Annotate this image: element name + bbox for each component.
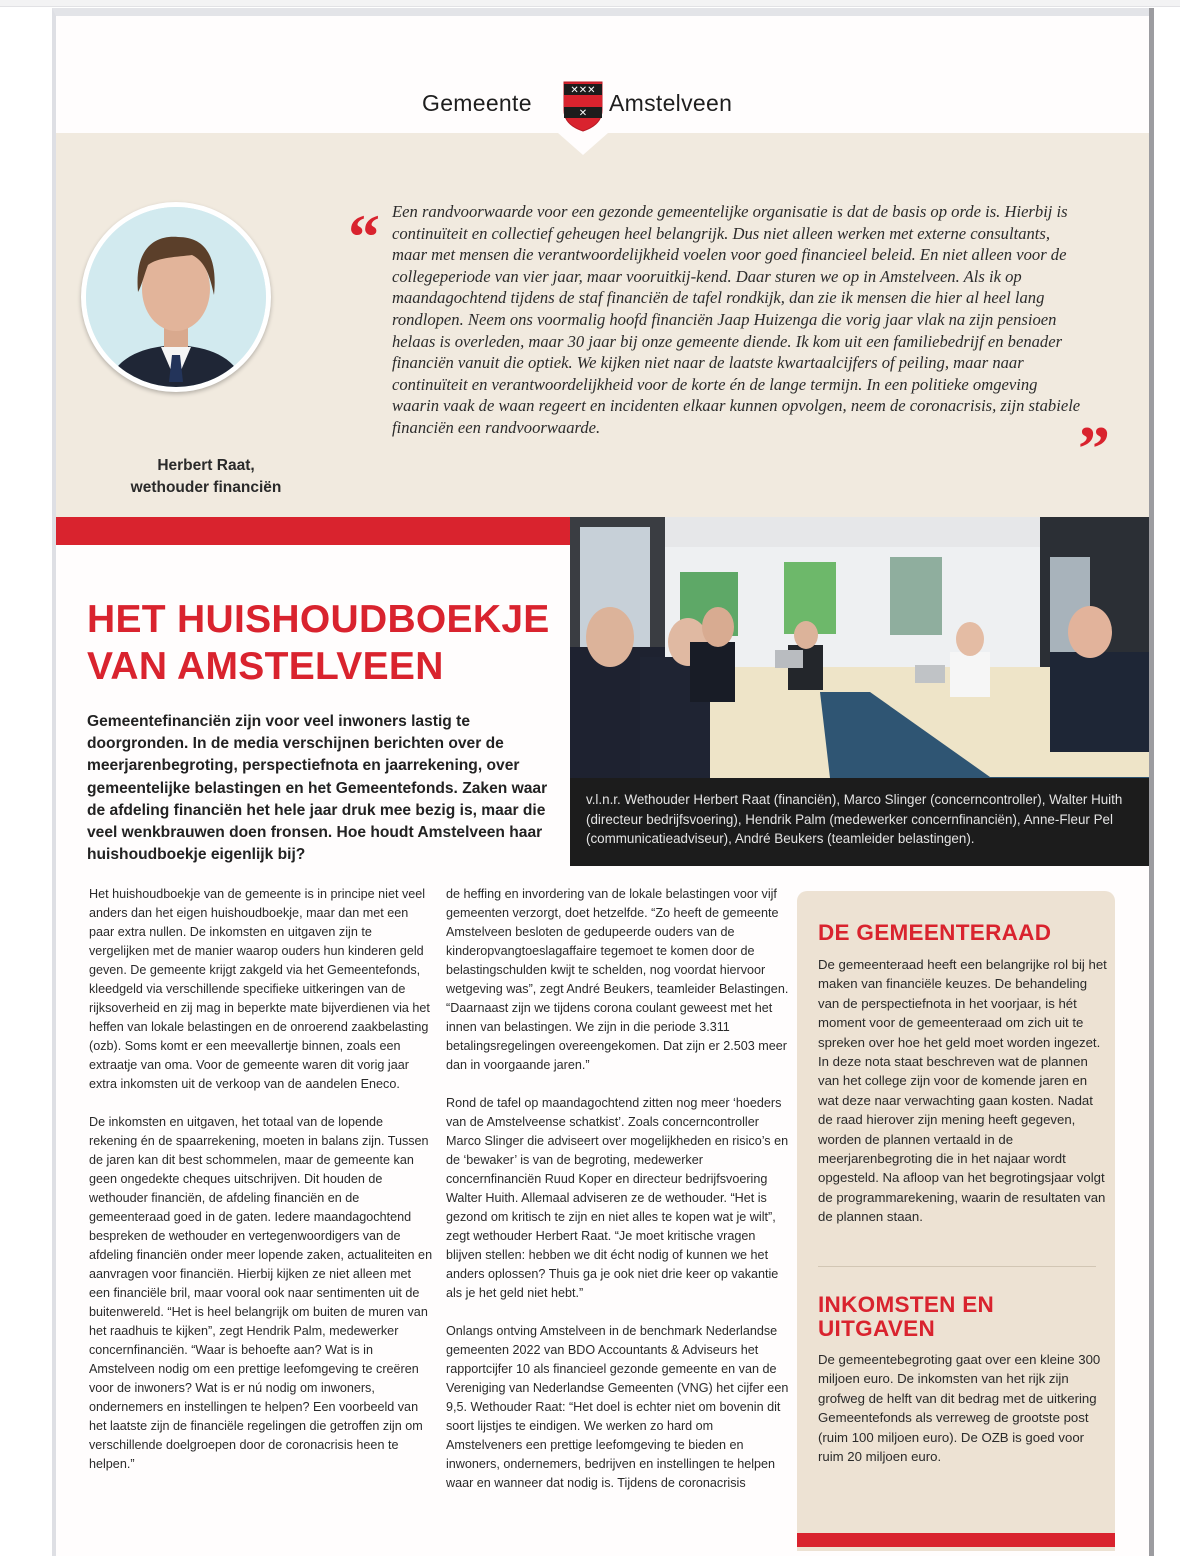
pull-quote-text: Een randvoorwaarde voor een gezonde gemeentelijke organisatie is dat de basis op orde is. Hierbij is continuïteit en collectief geheugen heel belangrijk. Dus niet alleen werken met externe consultants, maar met mensen die verantwoordelijkheid voelen voor goed financieel beleid. En niet alleen voor de collegeperiode van vier jaar, maar vooruitkij-kend. Daar sturen we op in Amstelveen. Als ik op maandagochtend tijdens de staf financiën de tafel rondkijk, dan zie ik mensen die hier al heel lang rondlopen. Neem ons voormalig hoofd financiën Jaap Huizenga die vorig jaar vlak na zijn pensioen helaas is overleden, maar 30 jaar bij onze gemeente diende. Ik kom uit een familiebedrijf en benader financiën vanuit die optiek. We kijken niet naar de laatste kwartaalcijfers of peiling, maar naar continuïteit en verantwoordelijkheid voor de korte én de lange termijn. In een politieke omgeving waarin vaak de waan regeert en incidenten elkaar kunnen opvolgen, neem de coronacrisis, zijn stabiele financiën een randvoorwaarde. bbox=[392, 202, 1081, 437]
body-column-2 bbox=[446, 885, 791, 1512]
body-paragraph: Rond de tafel op maandagochtend zitten nog meer ‘hoeders van de Amstelveense schatkist’. Zoals concerncontroller Marco Slinger die adviseert over mogelijkheden en risico’s en de ‘bewaker’ is van de begroting, medewerker concernfinanciën Ruud Koper en directeur bedrijfsvoering Walter Huith. Allemaal adviseren ze de wethouder. “Het is gezond om kritisch te zijn en niet alles te kopen wat je wilt”, zegt wethouder Herbert Raat. “Je moet kritische vragen blijven stellen: hebben we dit écht nodig of kunnen we het anders oplossen? Thuis ga je ook niet drie keer op vakantie als je het geld niet hebt.” bbox=[446, 1096, 789, 1300]
article-intro: Gemeentefinanciën zijn voor veel inwoners lastig te doorgronden. In de media verschijnen berichten over de meerjarenbegroting, perspectiefnota en jaarrekening, over gemeentelijke belastingen en het Gemeentefonds. Zaken waar de afdeling financiën het hele jaar druk mee bezig is, maar die veel wenkbrauwen doen fronsen. Hoe houdt Amstelveen haar huishoudboekje eigenlijk bij? bbox=[87, 713, 548, 864]
brand-name-right: Amstelveen bbox=[609, 90, 733, 116]
sidebar-divider bbox=[818, 1266, 1096, 1267]
vertical-scrollbar[interactable] bbox=[1149, 8, 1154, 1556]
masthead bbox=[56, 16, 1149, 133]
svg-text:✕✕✕: ✕✕✕ bbox=[570, 85, 596, 96]
svg-text:✕: ✕ bbox=[578, 108, 588, 119]
meeting-room-photo bbox=[570, 517, 1149, 778]
quote-section bbox=[56, 133, 1149, 517]
document-page bbox=[52, 8, 1149, 1556]
portrait-photo bbox=[81, 202, 271, 392]
close-quote-icon: ” bbox=[1078, 413, 1110, 484]
sidebar-infobox bbox=[797, 891, 1115, 1551]
body-column-1 bbox=[89, 885, 434, 1493]
article-title bbox=[87, 596, 567, 690]
body-paragraph: Het huishoudboekje van de gemeente is in principe niet veel anders dan het eigen huishoudboekje, maar dan met een paar extra nullen. De inkomsten en uitgaven zijn te vergelijken met de manier waarop ouders hun kinderen geld geven. De gemeente krijgt zakgeld via het Gemeentefonds, kleedgeld via verschillende specifieke uitkeringen van de rijksoverheid en zij mag in beperkte mate bijverdienen via het heffen van lokale belastingen en de onroerend zaakbelasting (ozb). Soms komt er een meevallertje binnen, zoals een extraatje van oma. Voor de gemeente waren dit vorig jaar extra inkomsten uit de verkoop van de aandelen Eneco. bbox=[89, 887, 430, 1091]
open-quote-icon: “ bbox=[348, 201, 380, 272]
article-title-line1: HET HUISHOUDBOEKJE bbox=[87, 598, 550, 641]
sidebar-red-footer-bar bbox=[797, 1533, 1115, 1547]
viewer-right-gutter bbox=[1154, 7, 1180, 1556]
sidebar-heading-inkomsten-line1: INKOMSTEN EN bbox=[818, 1292, 995, 1317]
person-role: wethouder financiën bbox=[130, 479, 282, 496]
body-paragraph: de heffing en invordering van de lokale belastingen voor vijf gemeenten verzorgt, doet hetzelfde. “Zo heeft de gemeente Amstelveen besloten de gedupeerde ouders van de kinderopvangtoeslagaffaire tegemoet te komen door de belastingschulden kwijt te schelden, nog voordat hiervoor wetgeving was”, zegt André Beukers, teamleider Belastingen. “Daarnaast zijn we tijdens corona coulant geweest met het innen van belastingen. We zijn in die periode 3.311 betalingsregelingen overeengekomen. Dat zijn er 2.503 meer dan in voorgaande jaren.” bbox=[446, 887, 789, 1072]
sidebar-heading-inkomsten-line2: UITGAVEN bbox=[818, 1316, 935, 1341]
brand-name-left: Gemeente bbox=[422, 90, 532, 116]
person-name: Herbert Raat, bbox=[157, 457, 255, 474]
article-title-line2: VAN AMSTELVEEN bbox=[87, 645, 444, 688]
body-paragraph: De inkomsten en uitgaven, het totaal van de lopende rekening én de spaarrekening, moeten in balans zijn. Tussen de jaren kan dit best schommelen, maar de gemeente kan geen ongedekte cheques uitschrijven. Dit houden de wethouder financiën, de afdeling financiën en de gemeenteraad goed in de gaten. Iedere maandagochtend bespreken de wethouder en vertegenwoordigers van de afdeling financiën onder meer lopende zaken, actualiteiten en aanvragen voor financiën. Hierbij kijken ze niet alleen met een financiële bril, maar vooral ook naar sentimenten uit de buitenwereld. “Het is heel belangrijk om buiten de muren van het raadhuis te kijken”, zegt Hendrik Palm, medewerker concernfinanciën. “Waar is behoefte aan? Wat is in Amstelveen nodig om een prettige leefomgeving te creëren voor de inwoners? Wat is er nú nodig om inwoners, ondernemers en instellingen te helpen? Een voorbeeld van het laatste zijn de financiële regelingen die getroffen zijn om verschillende doelgroepen door de coronacrisis heen te helpen.” bbox=[89, 1115, 433, 1471]
sidebar-heading-gemeenteraad: DE GEMEENTERAAD bbox=[818, 920, 1052, 945]
portrait-caption bbox=[91, 455, 321, 499]
person-portrait-illustration bbox=[86, 207, 266, 387]
viewer-left-gutter bbox=[0, 7, 52, 1556]
meeting-photo-illustration bbox=[570, 517, 1149, 778]
coat-of-arms-shield-icon bbox=[562, 80, 604, 132]
sidebar-text-inkomsten: De gemeentebegroting gaat over een kleine 300 miljoen euro. De inkomsten van het rijk zijn grofweg de helft van dit bedrag met de uitkering Gemeentefonds als verreweg de grootste post (ruim 100 miljoen euro). De OZB is goed voor ruim 20 miljoen euro. bbox=[818, 1352, 1101, 1465]
body-paragraph: Onlangs ontving Amstelveen in de benchmark Nederlandse gemeenten 2022 van BDO Accountants & Adviseurs het rapportcijfer 10 als financieel gezonde gemeente en van de Vereniging van Nederlandse Gemeenten (VNG) het cijfer een 9,5. Wethouder Raat: “Het doel is echter niet om bovenin dit soort lijstjes te eindigen. We werken zo hard om Amstelveners een prettige leefomgeving te bieden en inwoners, ondernemers, bedrijven en instellingen te helpen waar en wanneer dat nodig is. Tijdens de coronacrisis bbox=[446, 1324, 789, 1490]
red-accent-bar bbox=[56, 517, 570, 545]
viewer-top-bar bbox=[0, 0, 1180, 7]
sidebar-heading-inkomsten bbox=[818, 1293, 994, 1341]
photo-caption: v.l.n.r. Wethouder Herbert Raat (financiën), Marco Slinger (concerncontroller), Walter Huith (directeur bedrijfsvoering), Hendrik Palm (medewerker concernfinanciën), Anne-Fleur Pel (communicatieadviseur), André Beukers (teamleider belastingen). bbox=[570, 778, 1149, 866]
header-notch bbox=[558, 133, 608, 155]
sidebar-text-gemeenteraad: De gemeenteraad heeft een belangrijke rol bij het maken van financiële keuzes. De behandeling van de perspectiefnota in het voorjaar, is hét moment voor de gemeenteraad om zich uit te spreken over hoe het geld moet worden ingezet. In deze nota staat beschreven wat de plannen van het college zijn voor de komende jaren en wat deze naar verwachting gaan kosten. Nadat de raad hierover zijn mening heeft gegeven, worden de plannen vertaald in de meerjarenbegroting die in het najaar wordt opgesteld. Na afloop van het begrotingsjaar volgt de programmarekening, waarin de resultaten van de plannen staan. bbox=[818, 957, 1107, 1225]
